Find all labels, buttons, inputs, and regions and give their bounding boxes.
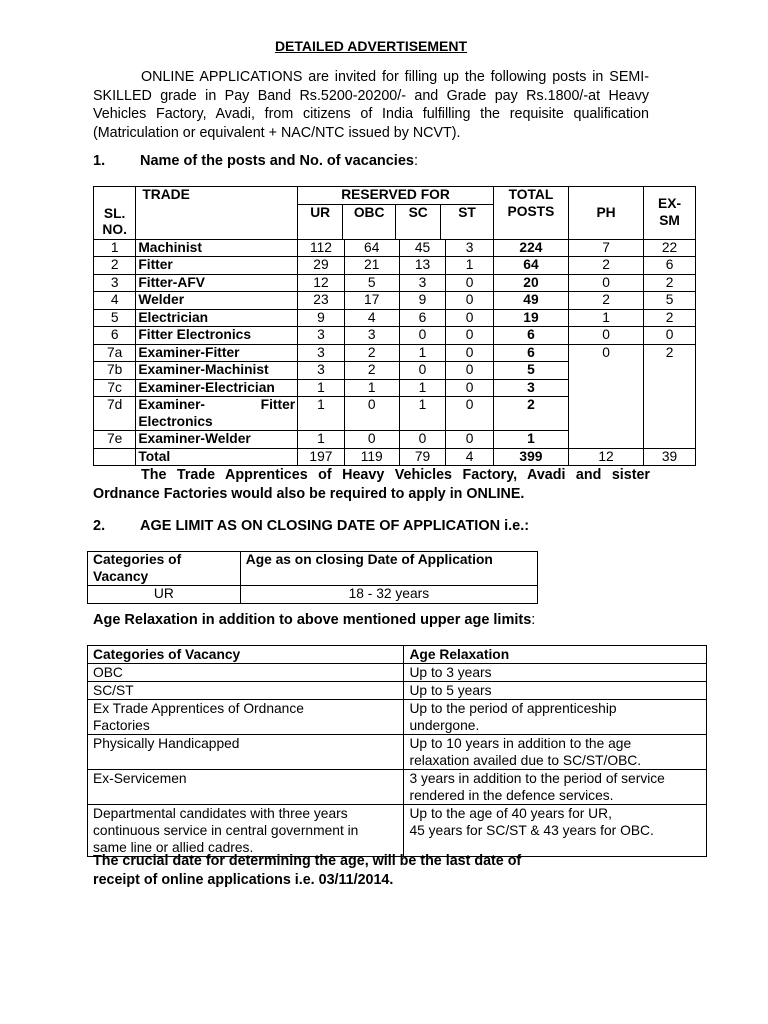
section-1-heading bbox=[93, 153, 418, 169]
row-total: 1 bbox=[493, 431, 568, 449]
table-row bbox=[94, 327, 696, 345]
row-relaxation: 3 years in addition to the period of service rendered in the defence services. bbox=[404, 770, 707, 805]
table-row bbox=[94, 274, 696, 292]
table-row bbox=[94, 344, 696, 362]
page-title: DETAILED ADVERTISEMENT bbox=[274, 38, 468, 54]
row-category: Departmental candidates with three years continuous service in central government in same line or allied cadres. bbox=[88, 805, 404, 857]
row-ur: 12 bbox=[298, 274, 345, 292]
row-exsm: 6 bbox=[644, 257, 696, 275]
table-row bbox=[94, 292, 696, 310]
row-st: 3 bbox=[446, 239, 494, 257]
table-row bbox=[88, 586, 538, 604]
row-trade: Examiner-Machinist bbox=[136, 362, 298, 380]
row-st: 0 bbox=[446, 292, 494, 310]
row-relaxation: Up to the age of 40 years for UR, 45 years for SC/ST & 43 years for OBC. bbox=[404, 805, 707, 857]
apprentice-note: The Trade Apprentices of Heavy Vehicles Factory, Avadi and sister Ordnance Factories would also be required to apply in ONLINE. bbox=[93, 467, 650, 502]
row-exsm: 22 bbox=[644, 239, 696, 257]
total-posts: 399 bbox=[493, 448, 568, 466]
total-exsm: 39 bbox=[644, 448, 696, 466]
row-sl: 7b bbox=[94, 362, 136, 380]
header-trade: TRADE bbox=[136, 187, 298, 240]
row-category: SC/ST bbox=[88, 682, 404, 700]
row-category: Ex-Servicemen bbox=[88, 770, 404, 805]
table-header-row bbox=[88, 646, 707, 664]
row-sc: 6 bbox=[399, 309, 446, 327]
table-row bbox=[88, 735, 707, 770]
row-trade: Examiner-Welder bbox=[136, 431, 298, 449]
row-obc: 0 bbox=[344, 397, 399, 431]
row-ph: 7 bbox=[569, 239, 644, 257]
row-ph: 2 bbox=[569, 292, 644, 310]
row-trade: Fitter bbox=[136, 257, 298, 275]
row-ur: 1 bbox=[298, 397, 345, 431]
row-category: OBC bbox=[88, 664, 404, 682]
table-row bbox=[88, 770, 707, 805]
row-relaxation: Up to 10 years in addition to the age relaxation availed due to SC/ST/OBC. bbox=[404, 735, 707, 770]
row-obc: 1 bbox=[344, 379, 399, 397]
row-total: 64 bbox=[493, 257, 568, 275]
row-sc: 0 bbox=[399, 327, 446, 345]
age-relaxation-table bbox=[87, 645, 707, 857]
row-trade: Machinist bbox=[136, 239, 298, 257]
age-limit-table bbox=[87, 551, 538, 604]
row-sc: 0 bbox=[399, 362, 446, 380]
row-sl: 7d bbox=[94, 397, 136, 431]
row-exsm: 0 bbox=[644, 327, 696, 345]
header-total: TOTAL POSTS bbox=[493, 187, 568, 240]
header-ur: UR bbox=[298, 205, 343, 239]
row-sl: 3 bbox=[94, 274, 136, 292]
row-sl: 2 bbox=[94, 257, 136, 275]
row-total: 6 bbox=[493, 327, 568, 345]
row-ur: 3 bbox=[298, 344, 345, 362]
row-trade: Welder bbox=[136, 292, 298, 310]
row-sc: 1 bbox=[399, 397, 446, 431]
total-sc: 79 bbox=[399, 448, 446, 466]
row-age: 18 - 32 years bbox=[240, 586, 537, 604]
row-ur: 1 bbox=[298, 379, 345, 397]
section-2-heading bbox=[93, 518, 529, 534]
row-total: 2 bbox=[493, 397, 568, 431]
relaxation-heading: Age Relaxation in addition to above mentioned upper age limits: bbox=[93, 612, 536, 628]
table-header-row bbox=[88, 552, 538, 586]
row-st: 0 bbox=[446, 327, 494, 345]
row-ph: 0 bbox=[569, 274, 644, 292]
row-st: 0 bbox=[446, 379, 494, 397]
row-total: 3 bbox=[493, 379, 568, 397]
section-title: AGE LIMIT AS ON CLOSING DATE OF APPLICATION i.e.: bbox=[140, 518, 530, 534]
table-row bbox=[88, 664, 707, 682]
row-relaxation: Up to 5 years bbox=[404, 682, 707, 700]
row-trade: Examiner- Fitter Electronics bbox=[136, 397, 298, 431]
row-trade: Fitter-AFV bbox=[136, 274, 298, 292]
row-sl: 7c bbox=[94, 379, 136, 397]
row-st: 0 bbox=[446, 362, 494, 380]
table-row bbox=[88, 682, 707, 700]
row-obc: 64 bbox=[344, 239, 399, 257]
header-reserved-for: RESERVED FOR bbox=[298, 187, 493, 205]
row-trade: Electrician bbox=[136, 309, 298, 327]
row-obc: 17 bbox=[344, 292, 399, 310]
row-obc: 4 bbox=[344, 309, 399, 327]
row-sl: 4 bbox=[94, 292, 136, 310]
table-total-row bbox=[94, 448, 696, 466]
header-sc: SC bbox=[396, 205, 441, 239]
table-row bbox=[88, 700, 707, 735]
header-relaxation: Age Relaxation bbox=[404, 646, 707, 664]
intro-paragraph: ONLINE APPLICATIONS are invited for filling up the following posts in SEMI-SKILLED grade in Pay Band Rs.5200-20200/- and Grade pay Rs.1800/-at Heavy Vehicles Factory, Avadi, from citizens of India fulfilling the requisite qualification (Matriculation or equivalent + NAC/NTC issued by NCVT). bbox=[93, 69, 649, 141]
row-exsm: 2 bbox=[644, 344, 696, 448]
row-total: 19 bbox=[493, 309, 568, 327]
row-category: UR bbox=[88, 586, 241, 604]
header-ph: PH bbox=[569, 187, 644, 240]
total-label: Total bbox=[136, 448, 298, 466]
row-sc: 13 bbox=[399, 257, 446, 275]
table-row bbox=[94, 257, 696, 275]
table-header-row bbox=[94, 187, 696, 240]
row-sl bbox=[94, 448, 136, 466]
row-sc: 9 bbox=[399, 292, 446, 310]
row-sc: 0 bbox=[399, 431, 446, 449]
section-number: 1. bbox=[93, 153, 106, 169]
row-total: 20 bbox=[493, 274, 568, 292]
row-trade: Examiner-Fitter bbox=[136, 344, 298, 362]
row-obc: 2 bbox=[344, 344, 399, 362]
row-st: 0 bbox=[446, 431, 494, 449]
table-row bbox=[94, 309, 696, 327]
row-st: 0 bbox=[446, 344, 494, 362]
section-number: 2. bbox=[93, 518, 106, 534]
header-exsm: EX- SM bbox=[644, 187, 696, 240]
header-category: Categories of Vacancy bbox=[88, 646, 404, 664]
row-ph: 1 bbox=[569, 309, 644, 327]
row-trade: Fitter Electronics bbox=[136, 327, 298, 345]
row-ur: 23 bbox=[298, 292, 345, 310]
header-sl: SL. NO. bbox=[94, 187, 136, 240]
vacancy-table bbox=[93, 186, 696, 466]
row-obc: 3 bbox=[344, 327, 399, 345]
total-st: 4 bbox=[446, 448, 494, 466]
row-ur: 3 bbox=[298, 327, 345, 345]
row-obc: 5 bbox=[344, 274, 399, 292]
row-total: 49 bbox=[493, 292, 568, 310]
table-row bbox=[94, 239, 696, 257]
row-sc: 1 bbox=[399, 344, 446, 362]
row-sl: 6 bbox=[94, 327, 136, 345]
row-relaxation: Up to 3 years bbox=[404, 664, 707, 682]
row-obc: 0 bbox=[344, 431, 399, 449]
row-ur: 112 bbox=[298, 239, 345, 257]
row-obc: 21 bbox=[344, 257, 399, 275]
row-st: 0 bbox=[446, 274, 494, 292]
row-trade: Examiner-Electrician bbox=[136, 379, 298, 397]
header-reserved bbox=[298, 187, 494, 240]
row-ph: 0 bbox=[569, 327, 644, 345]
row-sl: 7e bbox=[94, 431, 136, 449]
total-ur: 197 bbox=[298, 448, 345, 466]
row-exsm: 2 bbox=[644, 309, 696, 327]
row-ur: 29 bbox=[298, 257, 345, 275]
row-total: 5 bbox=[493, 362, 568, 380]
total-obc: 119 bbox=[344, 448, 399, 466]
section-title: Name of the posts and No. of vacancies bbox=[140, 153, 414, 169]
row-relaxation: Up to the period of apprenticeship undergone. bbox=[404, 700, 707, 735]
row-sc: 1 bbox=[399, 379, 446, 397]
row-sc: 45 bbox=[399, 239, 446, 257]
table-row bbox=[88, 805, 707, 857]
header-age: Age as on closing Date of Application bbox=[240, 552, 537, 586]
total-ph: 12 bbox=[569, 448, 644, 466]
row-exsm: 2 bbox=[644, 274, 696, 292]
header-st: ST bbox=[458, 204, 476, 220]
row-st: 0 bbox=[446, 397, 494, 431]
row-total: 6 bbox=[493, 344, 568, 362]
header-obc: OBC bbox=[343, 205, 396, 239]
row-exsm: 5 bbox=[644, 292, 696, 310]
row-category: Ex Trade Apprentices of Ordnance Factories bbox=[88, 700, 404, 735]
row-ur: 9 bbox=[298, 309, 345, 327]
row-sc: 3 bbox=[399, 274, 446, 292]
row-sl: 7a bbox=[94, 344, 136, 362]
section-colon: : bbox=[413, 153, 418, 169]
row-category: Physically Handicapped bbox=[88, 735, 404, 770]
row-ph: 0 bbox=[569, 344, 644, 448]
row-obc: 2 bbox=[344, 362, 399, 380]
row-st: 0 bbox=[446, 309, 494, 327]
row-ur: 3 bbox=[298, 362, 345, 380]
row-total: 224 bbox=[493, 239, 568, 257]
crucial-date-note: The crucial date for determining the age, will be the last date of receipt of online applications i.e. 03/11/2014. bbox=[93, 853, 522, 888]
row-ur: 1 bbox=[298, 431, 345, 449]
header-category: Categories of Vacancy bbox=[88, 552, 241, 586]
row-sl: 1 bbox=[94, 239, 136, 257]
row-st: 1 bbox=[446, 257, 494, 275]
row-sl: 5 bbox=[94, 309, 136, 327]
row-ph: 2 bbox=[569, 257, 644, 275]
